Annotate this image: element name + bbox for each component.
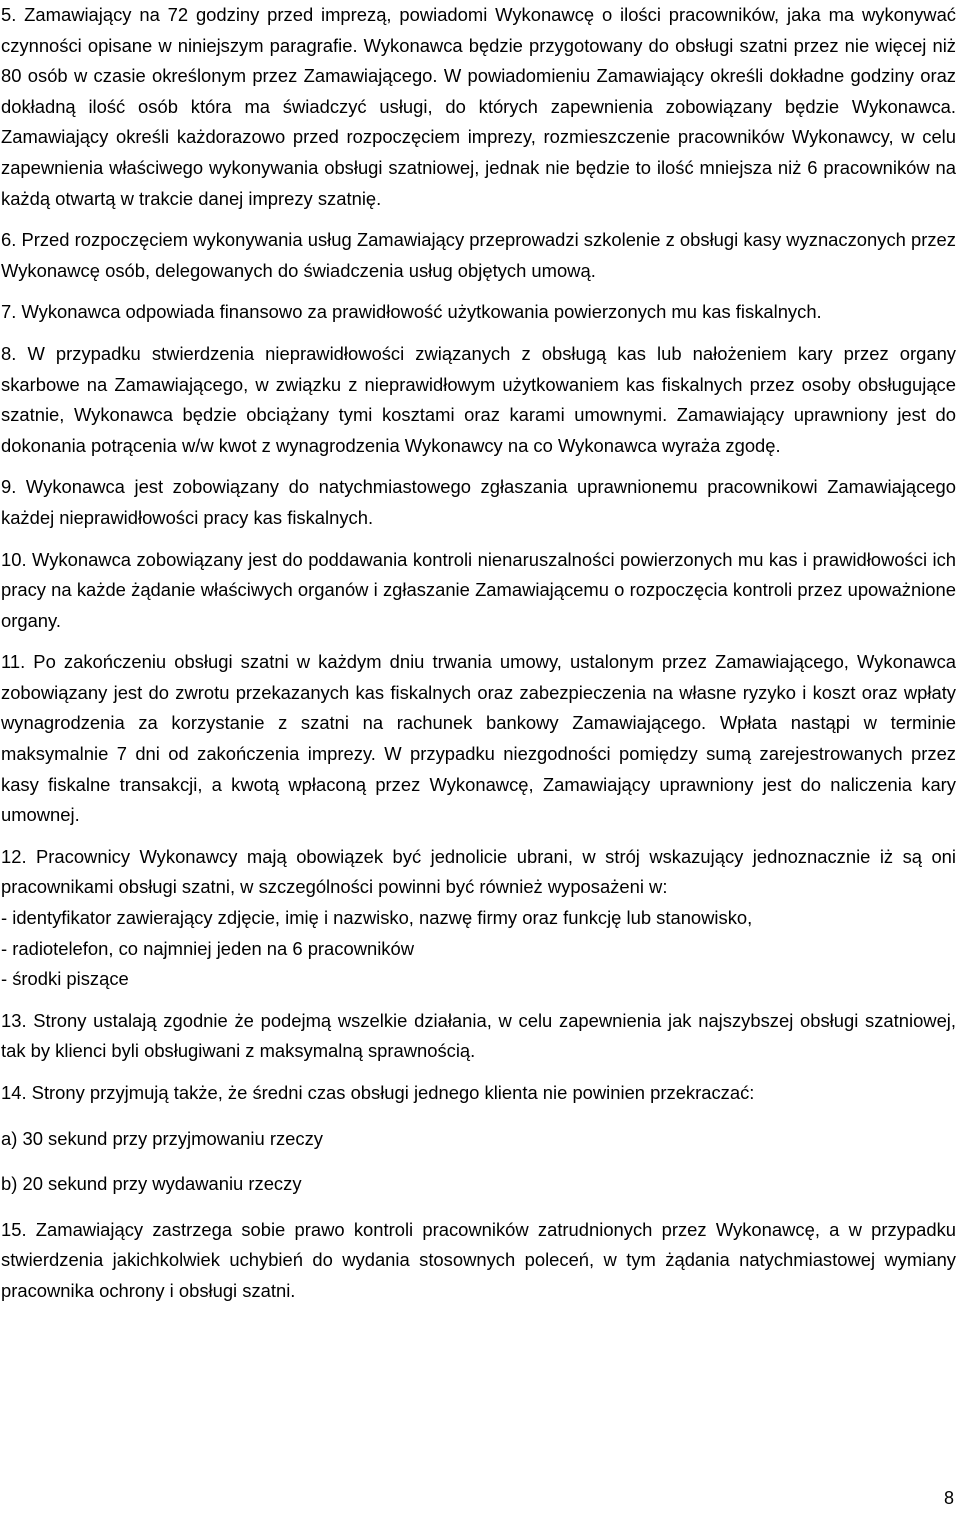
paragraph-11: 11. Po zakończeniu obsługi szatni w każdym dniu trwania umowy, ustalonym przez Zamawiającego, Wykonawca zobowiązany jest do zwrotu przekazanych kas fiskalnych oraz zabezpieczenia na własne ryzyko i koszt oraz wpłaty wynagrodzenia za korzystanie z szatni na rachunek bankowy Zamawiającego. Wpłata nastąpi w terminie maksymalnie 7 dni od zakończenia imprezy. W przypadku niezgodności pomiędzy sumą zarejestrowanych przez kasy fiskalne transakcji, a kwotą wpłaconą przez Wykonawcę, Zamawiający uprawniony jest do naliczenia kary umownej. [1,651,956,826]
list-item-identifier: - identyfikator zawierający zdjęcie, imię i nazwisko, nazwę firmy oraz funkcję lub stanowisko, [1,907,753,929]
list-item-writing-tools: - środki piszące [1,968,129,990]
paragraph-12: 12. Pracownicy Wykonawcy mają obowiązek być jednolicie ubrani, w strój wskazujący jednoznacznie iż są oni pracownikami obsługi szatni, w szczególności powinni być również wyposażeni w: [1,845,956,898]
paragraph-9: 9. Wykonawca jest zobowiązany do natychmiastowego zgłaszania uprawnionemu pracownikowi Zamawiającego każdej nieprawidłowości pracy kas fiskalnych. [1,476,956,528]
paragraph-15: 15. Zamawiający zastrzega sobie prawo kontroli pracowników zatrudnionych przez Wykonawcę, a w przypadku stwierdzenia jakichkolwiek uchybień do wydania stosownych poleceń, w tym żądania natychmiastowej wymiany pracownika ochrony i obsługi szatni. [1,1218,956,1301]
paragraph-7: 7. Wykonawca odpowiada finansowo za prawidłowość użytkowania powierzonych mu kas fiskalnych. [1,301,822,323]
paragraph-10: 10. Wykonawca zobowiązany jest do poddawania kontroli nienaruszalności powierzonych mu kas i prawidłowości ich pracy na każde żądanie właściwych organów i zgłaszanie Zamawiającemu o rozpoczęcia kontroli przez upoważnione organy. [1,548,956,631]
page-number: 8 [943,1488,954,1508]
paragraph-14a: a) 30 sekund przy przyjmowaniu rzeczy [1,1127,323,1149]
paragraph-14: 14. Strony przyjmują także, że średni czas obsługi jednego klienta nie powinien przekraczać: [1,1082,755,1103]
paragraph-13: 13. Strony ustalają zgodnie że podejmą wszelkie działania, w celu zapewnienia jak najszybszej obsługi szatniowej, tak by klienci byli obsługiwani z maksymalną sprawnością. [1,1009,956,1062]
paragraph-14b: b) 20 sekund przy wydawaniu rzeczy [1,1173,302,1195]
list-item-radio: - radiotelefon, co najmniej jeden na 6 pracowników [1,937,415,959]
paragraph-5: 5. Zamawiający na 72 godziny przed imprezą, powiadomi Wykonawcę o ilości pracowników, jaka ma wykonywać czynności opisane w niniejszym paragrafie. Wykonawca będzie przygotowany do obsługi szatni przez nie więcej niż 80 osób w czasie określonym przez Zamawiającego. W powiadomieniu Zamawiający określi dokładne godziny oraz dokładną ilość osób która ma świadczyć usługi, do których zapewnienia zobowiązany będzie Wykonawca. Zamawiający określi każdorazowo przed rozpoczęciem imprezy, rozmieszczenie pracowników Wykonawcy, w celu zapewnienia właściwego wykonywania obsługi szatniowej, jednak nie będzie to ilość mniejsza niż 6 pracowników na każdą otwartą w trakcie danej imprezy szatnię. [1,4,956,209]
paragraph-6: 6. Przed rozpoczęciem wykonywania usług Zamawiający przeprowadzi szkolenie z obsługi kasy wyznaczonych przez Wykonawcę osób, delegowanych do świadczenia usług objętych umową. [1,229,956,281]
paragraph-8: 8. W przypadku stwierdzenia nieprawidłowości związanych z obsługą kas lub nałożeniem kary przez organy skarbowe na Zamawiającego, w związku z nieprawidłowym użytkowaniem kas fiskalnych przez osoby obsługujące szatnie, Wykonawca będzie obciążany tymi kosztami oraz karami umownymi. Zamawiający uprawniony jest do dokonania potrącenia w/w kwot z wynagrodzenia Wykonawcy na co Wykonawca wyraża zgodę. [1,342,956,456]
